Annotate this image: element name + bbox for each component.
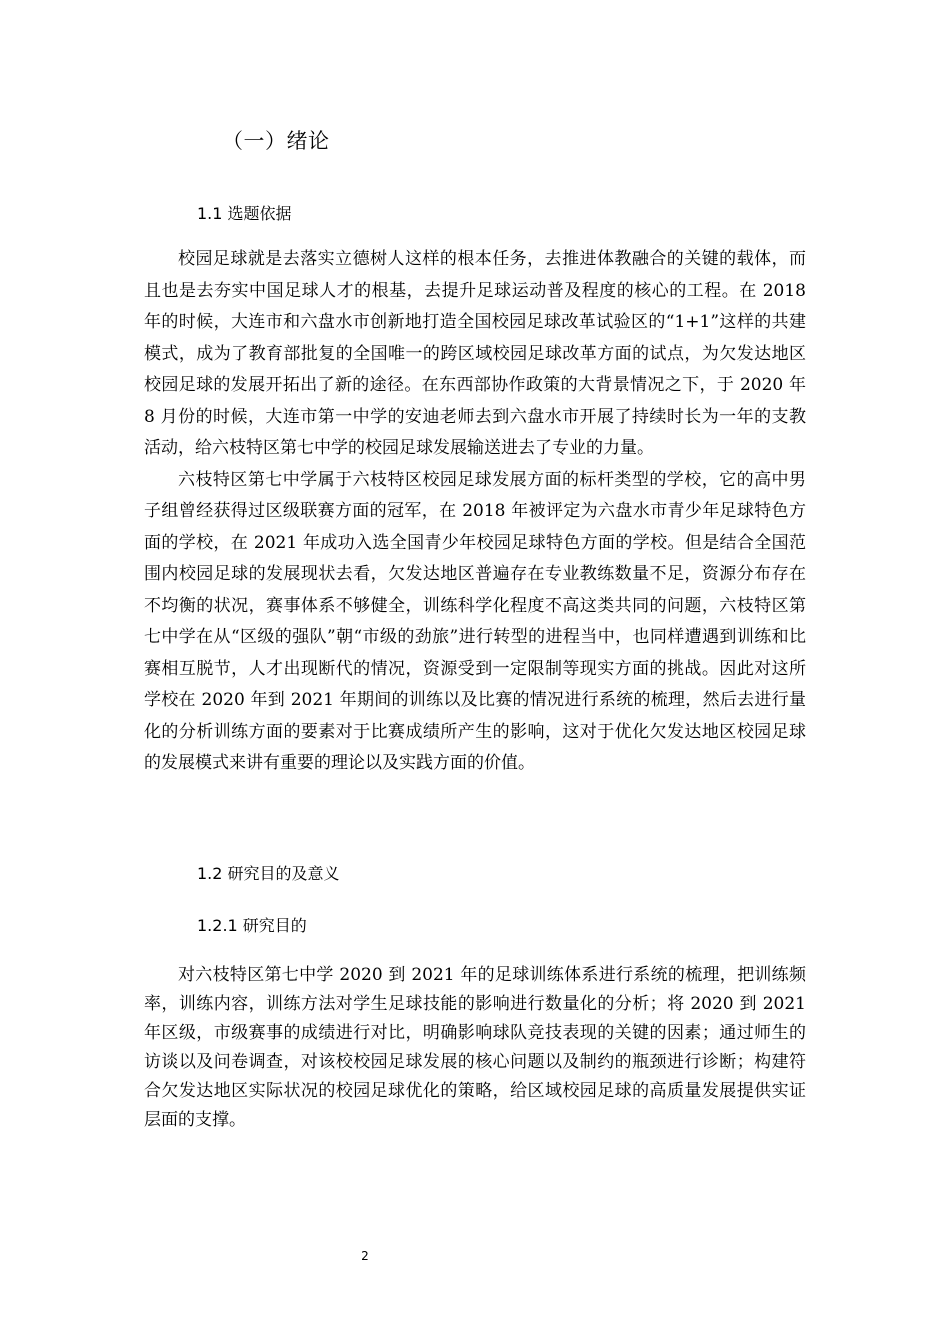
paragraph: 校园足球就是去落实立德树人这样的根本任务，去推进体教融合的关键的载体，而且也是去夯实中国足球人才的根基，去提升足球运动普及程度的核心的工程。在 2018 年的时候，大连市和六盘水市创新地打造全国校园足球改革试验区的“1+1”这样的共建模式，成为了教育部批复的全国唯一的跨区域校园足球改革方面的试点，为欠发达地区校园足球的发展开拓出了新的途径。在东西部协作政策的大背景情况之下，于 2020 年 8 月份的时候，大连市第一中学的安迪老师去到六盘水市开展了持续时长为一年的支教活动，给六枝特区第七中学的校园足球发展输送进去了专业的力量。 xyxy=(144,249,806,458)
chapter-title: （一）绪论 xyxy=(222,129,330,153)
section-heading-1-2-1: 1.2.1 研究目的 xyxy=(197,916,307,935)
section-body-1-1 xyxy=(144,244,806,780)
section-heading-1-1: 1.1 选题依据 xyxy=(197,204,292,223)
section-body-1-2-1 xyxy=(144,961,806,1135)
page-number: 2 xyxy=(361,1249,369,1263)
section-heading-1-2: 1.2 研究目的及意义 xyxy=(197,864,340,883)
paragraph: 对六枝特区第七中学 2020 到 2021 年的足球训练体系进行系统的梳理，把训练频率，训练内容，训练方法对学生足球技能的影响进行数量化的分析；将 2020 到 2021 年区级，市级赛事的成绩进行对比，明确影响球队竞技表现的关键的因素；通过师生的访谈以及问卷调查，对该校校园足球发展的核心问题以及制约的瓶颈进行诊断；构建符合欠发达地区实际状况的校园足球优化的策略，给区域校园足球的高质量发展提供实证层面的支撑。 xyxy=(144,965,806,1130)
paragraph: 六枝特区第七中学属于六枝特区校园足球发展方面的标杆类型的学校，它的高中男子组曾经获得过区级联赛方面的冠军，在 2018 年被评定为六盘水市青少年足球特色方面的学校，在 2021 年成功入选全国青少年校园足球特色方面的学校。但是结合全国范围内校园足球的发展现状去看，欠发达地区普遍存在专业教练数量不足，资源分布存在不均衡的状况，赛事体系不够健全，训练科学化程度不高这类共同的问题，六枝特区第七中学在从“区级的强队”朝“市级的劲旅”进行转型的进程当中，也同样遭遇到训练和比赛相互脱节，人才出现断代的情况，资源受到一定限制等现实方面的挑战。因此对这所学校在 2020 年到 2021 年期间的训练以及比赛的情况进行系统的梳理，然后去进行量化的分析训练方面的要素对于比赛成绩所产生的影响，这对于优化欠发达地区校园足球的发展模式来讲有重要的理论以及实践方面的价值。 xyxy=(144,469,806,773)
